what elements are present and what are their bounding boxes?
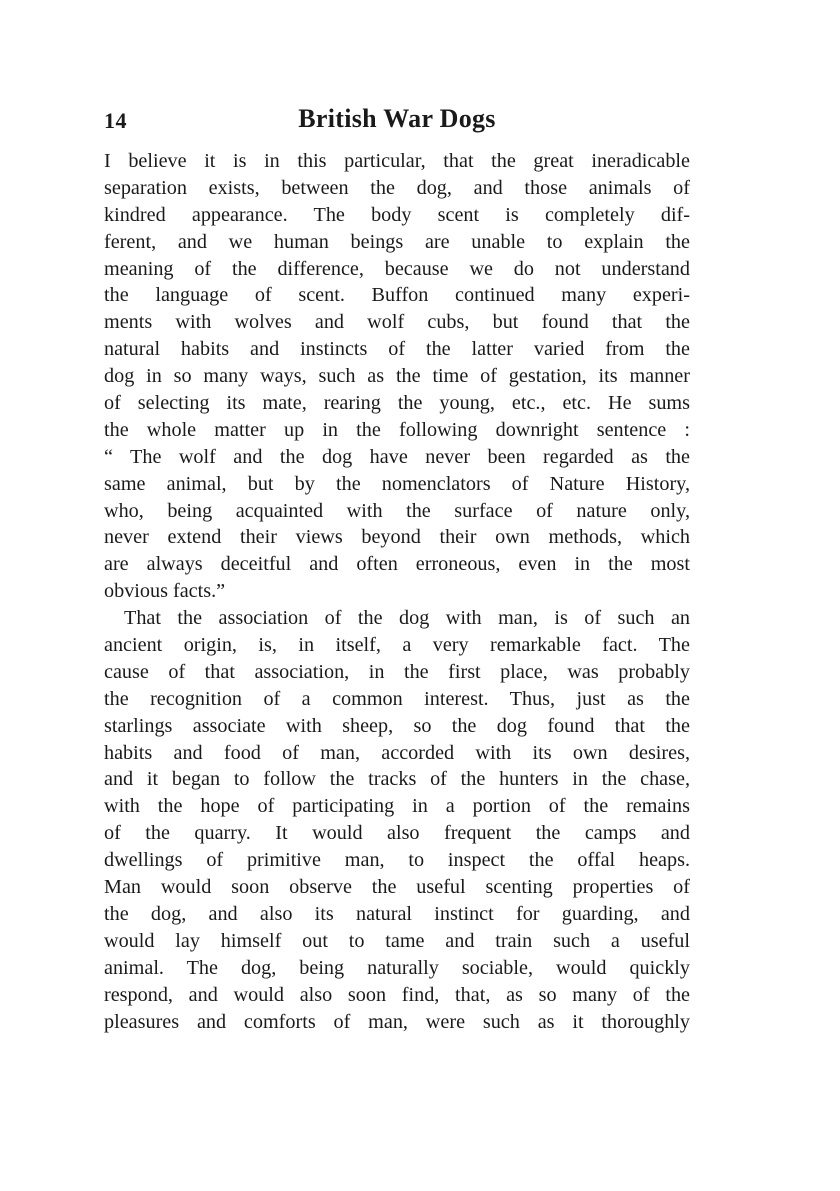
text-line: and it began to follow the tracks of the hunters in the chase, (104, 768, 690, 791)
text-line: of the quarry. It would also frequent the camps and (104, 822, 690, 845)
running-head (104, 104, 690, 140)
text-line: respond, and would also soon find, that, as so many of the (104, 983, 690, 1006)
text-line: starlings associate with sheep, so the dog found that the (104, 714, 690, 737)
text-line: I believe it is in this particular, that the great ineradicable (104, 150, 690, 172)
running-title: British War Dogs (298, 104, 496, 133)
text-line: with the hope of participating in a portion of the remains (104, 795, 690, 818)
text-line: separation exists, between the dog, and those animals of (104, 176, 690, 199)
text-line: natural habits and instincts of the latter varied from the (104, 338, 690, 361)
text-line: animal. The dog, being naturally sociable, would quickly (104, 956, 690, 979)
text-line: same animal, but by the nomenclators of Nature History, (104, 472, 690, 495)
text-line: Man would soon observe the useful scenting properties of (104, 876, 690, 899)
text-line: the recognition of a common interest. Thus, just as the (104, 687, 690, 710)
text-line: are always deceitful and often erroneous, even in the most (104, 553, 690, 576)
text-line: would lay himself out to tame and train such a useful (104, 929, 690, 952)
text-line: ancient origin, is, in itself, a very remarkable fact. The (104, 634, 690, 657)
text-line: dog in so many ways, such as the time of gestation, its manner (104, 365, 690, 388)
text-line: habits and food of man, accorded with its own desires, (104, 741, 690, 764)
text-line: never extend their views beyond their own methods, which (104, 526, 690, 549)
text-line: the whole matter up in the following downright sentence : (104, 418, 690, 441)
text-line: cause of that association, in the first place, was probably (104, 660, 690, 683)
text-line: ferent, and we human beings are unable to explain the (104, 230, 690, 253)
text-line: dwellings of primitive man, to inspect the offal heaps. (104, 849, 690, 872)
paragraph-first-line: That the association of the dog with man, is of such an (124, 607, 690, 630)
text-line: pleasures and comforts of man, were such as it thoroughly (104, 1010, 690, 1033)
text-line: “ The wolf and the dog have never been regarded as the (104, 445, 690, 468)
text-line: obvious facts.” (104, 580, 226, 603)
body-text (104, 148, 690, 1035)
page-number: 14 (104, 108, 127, 133)
text-line: kindred appearance. The body scent is completely dif- (104, 203, 690, 226)
text-line: ments with wolves and wolf cubs, but found that the (104, 311, 690, 334)
text-line: the language of scent. Buffon continued many experi- (104, 284, 690, 307)
text-line: meaning of the difference, because we do not understand (104, 257, 690, 280)
text-line: of selecting its mate, rearing the young, etc., etc. He sums (104, 392, 690, 415)
text-line: who, being acquainted with the surface of nature only, (104, 499, 690, 522)
text-line: the dog, and also its natural instinct for guarding, and (104, 902, 690, 925)
